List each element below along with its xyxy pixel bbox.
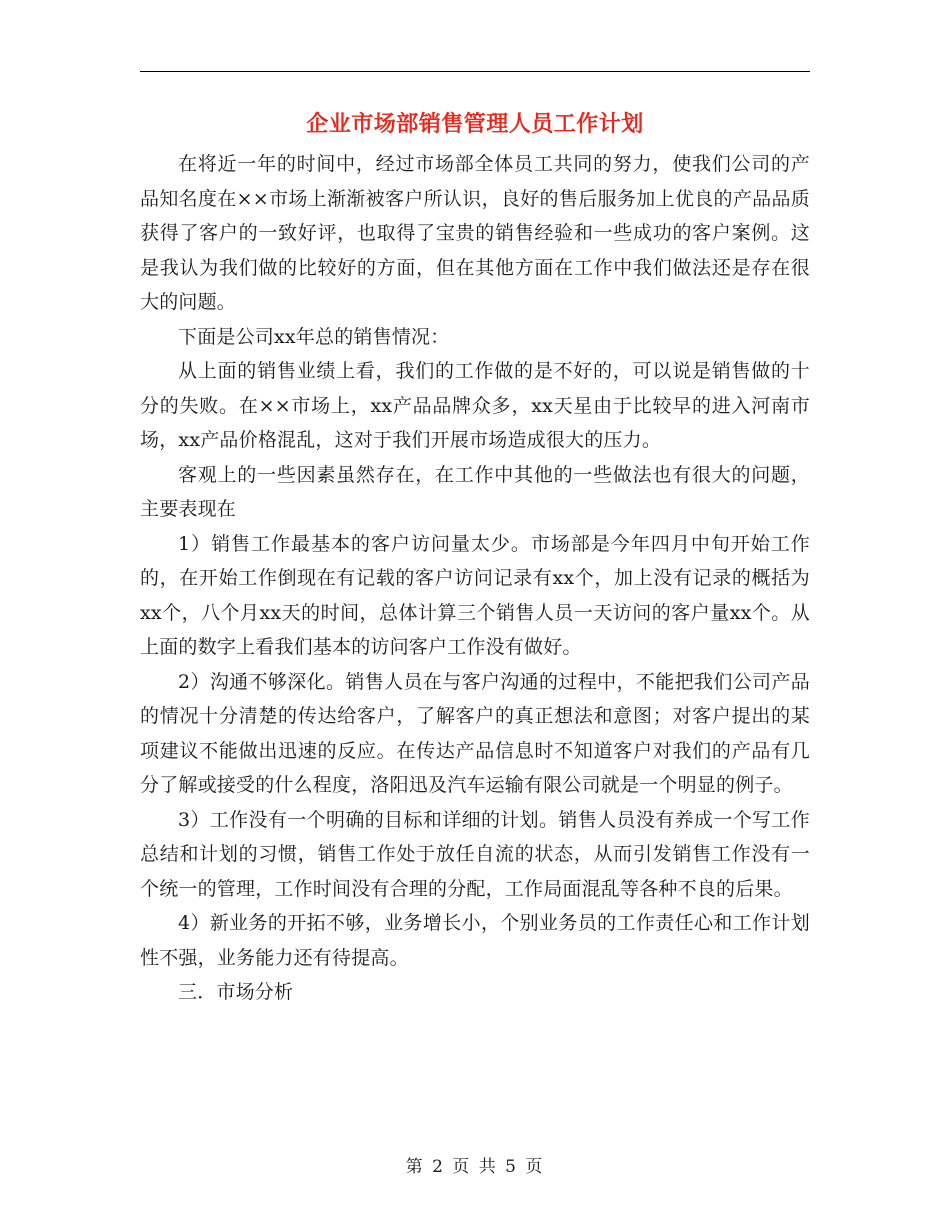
paragraph: 3）工作没有一个明确的目标和详细的计划。销售人员没有养成一个写工作总结和计划的习惯，销售工作处于放任自流的状态，从而引发销售工作没有一个统一的管理，工作时间没有合理的分配，工作局面混乱等各种不良的后果。 — [140, 808, 810, 900]
document-title: 企业市场部销售管理人员工作计划 — [306, 112, 644, 137]
page-number-footer: 第 2 页 共 5 页 — [405, 1157, 545, 1177]
paragraph: 在将近一年的时间中，经过市场部全体员工共同的努力，使我们公司的产品知名度在××市场上渐渐被客户所认识，良好的售后服务加上优良的产品品质获得了客户的一致好评，也取得了宝贵的销售经验和一些成功的客户案例。这是我认为我们做的比较好的方面，但在其他方面在工作中我们做法还是存在很大的问题。 — [140, 153, 810, 313]
paragraph: 从上面的销售业绩上看，我们的工作做的是不好的，可以说是销售做的十分的失败。在××市场上，xx产品品牌众多，xx天星由于比较早的进入河南市场，xx产品价格混乱，这对于我们开展市场造成很大的压力。 — [140, 360, 810, 451]
paragraph: 2）沟通不够深化。销售人员在与客户沟通的过程中，不能把我们公司产品的情况十分清楚的传达给客户，了解客户的真正想法和意图；对客户提出的某项建议不能做出迅速的反应。在传达产品信息时不知道客户对我们的产品有几分了解或接受的什么程度，洛阳迅及汽车运输有限公司就是一个明显的例子。 — [140, 670, 810, 796]
header-rule — [140, 71, 810, 72]
paragraph: 下面是公司xx年总的销售情况： — [178, 325, 450, 348]
document-body — [140, 147, 810, 1010]
paragraph: 客观上的一些因素虽然存在，在工作中其他的一些做法也有很大的问题，主要表现在 — [140, 463, 810, 520]
section-heading: 三．市场分析 — [178, 981, 294, 1003]
paragraph: 1）销售工作最基本的客户访问量太少。市场部是今年四月中旬开始工作的，在开始工作倒现在有记载的客户访问记录有xx个，加上没有记录的概括为xx个，八个月xx天的时间，总体计算三个销售人员一天访问的客户量xx个。从上面的数字上看我们基本的访问客户工作没有做好。 — [140, 532, 810, 658]
paragraph: 4）新业务的开拓不够，业务增长小，个别业务员的工作责任心和工作计划性不强，业务能力还有待提高。 — [140, 912, 810, 969]
